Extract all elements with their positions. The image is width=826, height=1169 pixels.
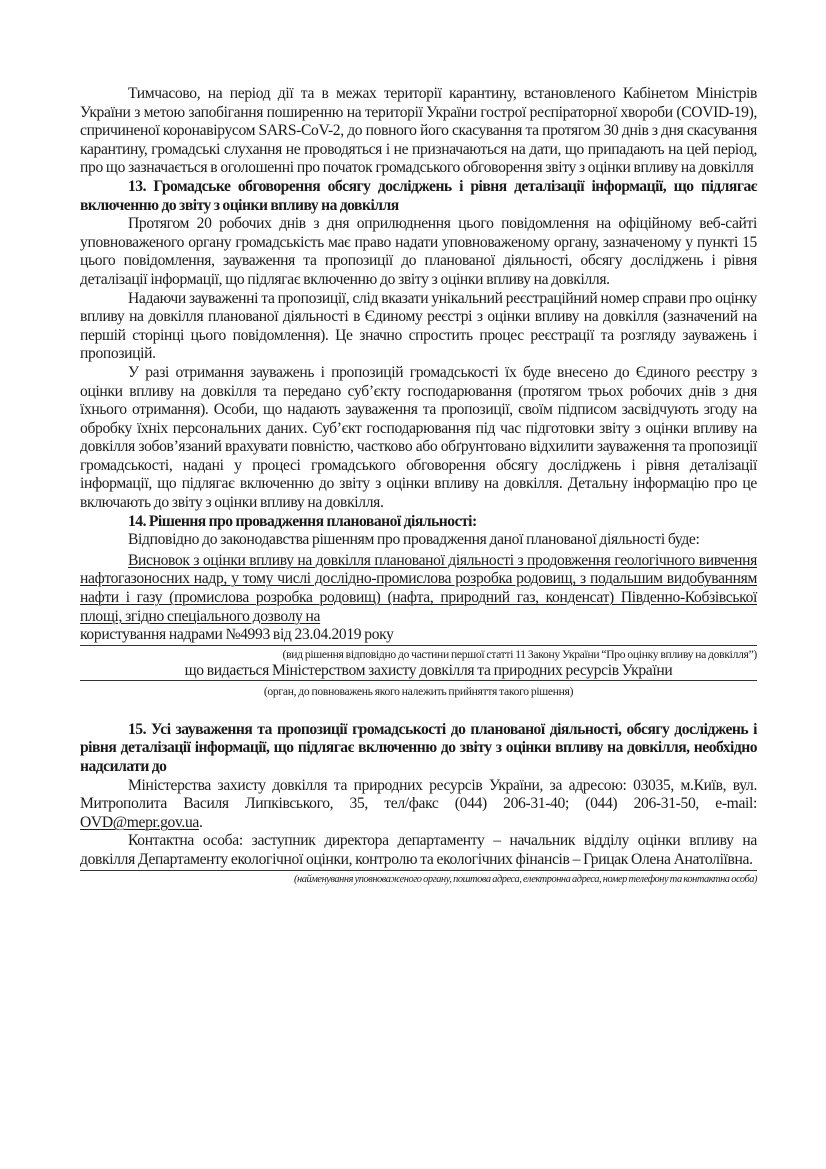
decision-note: (вид рішення відповідно до частини першої статті 11 Закону України “Про оцінку впливу на довкілля”) [282,647,757,661]
email-link[interactable]: OVD@mepr.gov.ua [80,813,199,831]
quarantine-paragraph: Тимчасово, на період дії та в межах території карантину, встановленого Кабінетом Міністрів України з метою запобігання поширенню на території України гострої респіраторної хвороби (COVID-19), спричиненої коронавірусом SARS-CoV-2, до повного його скасування та протягом 30 днів з дня скасування карантину, громадські слухання не проводяться і не призначаються на дати, що припадають на цей період, про що зазначається в оголошенні про початок громадського обговорення звіту з оцінки впливу на довкілля [80,85,757,177]
section-14-lead: Відповідно до законодавства рішенням про провадження даної планованої діяльності буде: [128,531,700,549]
section-13-paragraph: Надаючи зауваженні та пропозиції, слід вказати унікальний реєстраційний номер справи про оцінку впливу на довкілля планованої діяльності в Єдиному реєстрі з оцінки впливу на довкілля (зазначений на першій сторінці цього повідомлення). Це значно спростить процес реєстрації та розгляду зауважень і пропозицій. [80,289,757,363]
contact-block [80,832,757,870]
section-15-heading: 15. Усі зауваження та пропозиції громадськості до планованої діяльності, обсягу досліджень і рівня деталізації інформації, що підлягає включенню до звіту з оцінки впливу на довкілля, необхідно надсилати до [80,720,757,775]
email-suffix: . [198,813,203,831]
ministry-address [80,777,757,833]
decision-type: Висновок з оцінки впливу на довкілля планованої діяльності з продовження геологічного вивчення нафтогазоносних надр, у тому числі дослідно-промислова розробка родовищ, з подальшим видобуванням нафти і газу (промислова розробка родовищ) (нафта, природний газ, конденсат) Південно-Кобзівської площі, згідно спеціального дозволу на [80,551,757,625]
footnote: (найменування уповноваженого органу, поштова адреса, електронна адреса, номер телефону та контактна особа) [294,873,757,885]
section-13-heading: 13. Громадське обговорення обсягу досліджень і рівня деталізації інформації, що підлягає включенню до звіту з оцінки впливу на довкілля [80,177,757,214]
authority-text: що видається Міністерством захисту довкілля та природних ресурсів України [184,661,673,679]
section-13-paragraph: У разі отримання зауважень і пропозицій громадськості їх буде внесено до Єдиного реєстру з оцінки впливу на довкілля та передано суб’єкту господарювання (протягом трьох робочих днів з дня їхнього отримання). Особи, що надають зауваження та пропозиції, своїм підписом засвідчують згоду на обробку їхніх персональних даних. Суб’єкт господарювання під час підготовки звіту з оцінки впливу на довкілля зобов’язаний врахувати повністю, частково або обґрунтовано відхилити зауваження та пропозиції громадськості, надані у процесі громадського обговорення обсягу досліджень і рівня деталізації інформації, що підлягає включенню до звіту з оцінки впливу на довкілля. Детальну інформацію про це включають до звіту з оцінки впливу на довкілля. [80,363,757,512]
decision-permit: користування надрами №4993 від 23.04.2019 року [80,626,394,644]
section-13-paragraph: Протягом 20 робочих днів з дня оприлюднення цього повідомлення на офіційному веб-сайті уповноваженого органу громадськість має право надати уповноваженому органу, зазначеному у пункті 15 цього повідомлення, зауваження та пропозиції до планованої діяльності, обсягу досліджень і рівня деталізації інформації, що підлягає включенню до звіту з оцінки впливу на довкілля. [80,215,757,288]
address-text: Міністерства захисту довкілля та природних ресурсів України, за адресою: 03035, м.Київ, вул. Митрополита Василя Липківського, 35, тел/факс (044) 206-31-40; (044) 206-31-50, [80,776,757,813]
authority-line [80,662,757,681]
authority-note: (орган, до повноважень якого належить прийняття такого рішення) [263,684,574,698]
section-14-heading: 14. Рішення про провадження планованої діяльності: [128,512,477,530]
email-label: e-mail: [715,795,757,813]
decision-last-line [80,626,757,646]
spacer [80,699,757,721]
contact-person: Контактна особа: заступник директора департаменту – начальник відділу оцінки впливу на довкілля Департаменту екологічної оцінки, контролю та екологічних фінансів – Грицак Олена Анатоліївна. [80,832,757,868]
decision-text [80,552,757,626]
document-page [80,85,757,887]
